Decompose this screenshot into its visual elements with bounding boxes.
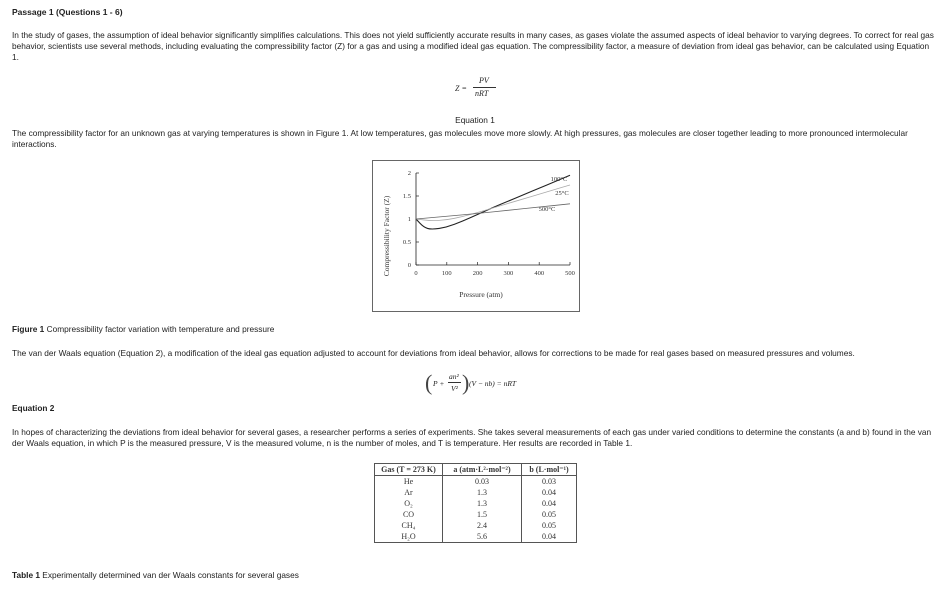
table-cell-a: 1.3 [443, 498, 522, 509]
x-tick-label: 200 [472, 270, 483, 277]
figure-1-chart [372, 160, 580, 312]
figure-1-caption-text: Compressibility factor variation with temperature and pressure [44, 324, 275, 334]
table-header-a: a (atm·L²·mol⁻²) [443, 464, 522, 476]
table-cell-gas: He [375, 476, 443, 488]
x-tick-label: 100 [441, 270, 452, 277]
table-row [375, 498, 577, 509]
table-row [375, 509, 577, 520]
table-cell-b: 0.04 [522, 498, 577, 509]
vdw-constants-table [374, 463, 577, 543]
equation-2-rest: (V − nb) = nRT [469, 379, 517, 388]
table-row [375, 531, 577, 543]
y-tick-label: 1.5 [402, 193, 411, 200]
table-cell-a: 5.6 [443, 531, 522, 543]
x-tick-label: 0 [414, 270, 418, 277]
table-cell-b: 0.05 [522, 520, 577, 531]
table-cell-b: 0.05 [522, 509, 577, 520]
equation-2-left-paren: ( [425, 370, 433, 395]
table-cell-b: 0.04 [522, 487, 577, 498]
table-cell-b: 0.04 [522, 531, 577, 543]
passage-title: Passage 1 (Questions 1 - 6) [12, 7, 123, 17]
table-cell-a: 1.3 [443, 487, 522, 498]
x-tick-label: 400 [534, 270, 545, 277]
table-1-caption-text: Experimentally determined van der Waals constants for several gases [39, 570, 299, 580]
table-cell-gas: CO [375, 509, 443, 520]
equation-1-label: Equation 1 [455, 115, 495, 125]
compressibility-chart [373, 161, 579, 311]
table-cell-a: 2.4 [443, 520, 522, 531]
figure-paragraph: The compressibility factor for an unknown gas at varying temperatures is shown in Figure 1. At low temperatures, gas molecules move more slowly. At high pressures, gas molecules are closer together leading to more pronounced intermolecular interactions. [12, 128, 908, 149]
table-cell-gas: Ar [375, 487, 443, 498]
series-label: 500°C [538, 206, 556, 213]
x-tick-label: 300 [503, 270, 514, 277]
table-cell-gas: O₂ [375, 498, 443, 509]
figure-1-caption [12, 324, 274, 335]
equation-2-a-denominator: V² [451, 384, 458, 393]
table-cell-b: 0.03 [522, 476, 577, 488]
series-label: 100°C [550, 176, 568, 183]
experiment-paragraph: In hopes of characterizing the deviations from ideal behavior for several gases, a researcher performs a series of experiments. She takes several measurements of each gas under varied conditions to determine the constants (a and b) found in the van der Waals equation, in which P is the measured pressure, V is the measured volume, n is the number of moles, and T is temperature. Her results are recorded in Table 1. [12, 427, 932, 448]
y-tick-label: 1 [407, 216, 411, 223]
series-label: 25°C [555, 190, 569, 197]
equation-1 [455, 76, 515, 100]
table-cell-a: 1.5 [443, 509, 522, 520]
equation-1-fraction-bar [473, 87, 496, 88]
y-tick-label: 0 [407, 262, 411, 269]
equation-2-right-paren: ) [462, 370, 470, 395]
table-row [375, 476, 577, 488]
series-line [416, 185, 570, 221]
intro-paragraph: In the study of gases, the assumption of ideal behavior significantly simplifies calculations. This does not yield sufficiently accurate results in many cases, as gases violate the assumed aspects of ideal behavior to varying degrees. To correct for real gas behavior, scientists use several methods, including evaluating the compressibility factor (Z) for a gas and using a modified ideal gas equation. The compressibility factor, a measure of deviation from ideal gas behavior, can be calculated using Equation 1. [12, 30, 934, 62]
equation-2-label: Equation 2 [12, 403, 55, 413]
equation-1-lhs: Z = [455, 84, 467, 93]
table-row [375, 520, 577, 531]
y-tick-label: 2 [407, 170, 411, 177]
vdw-paragraph: The van der Waals equation (Equation 2), a modification of the ideal gas equation adjusted to account for deviations from ideal behavior, allows for corrections to be made for real gases based on measured pressures and volumes. [12, 348, 855, 358]
table-cell-a: 0.03 [443, 476, 522, 488]
equation-2-fraction-bar [448, 382, 461, 383]
y-tick-label: 0.5 [402, 239, 411, 246]
x-axis-label: Pressure (atm) [459, 290, 503, 299]
equation-2 [425, 370, 535, 398]
table-1-caption-label: Table 1 [12, 570, 40, 580]
table-header-row [375, 464, 577, 476]
table-cell-gas: H₂O [375, 531, 443, 543]
equation-1-numerator: PV [479, 76, 489, 85]
table-header-b: b (L·mol⁻¹) [522, 464, 577, 476]
equation-2-a-numerator: an² [449, 372, 459, 381]
figure-1-caption-label: Figure 1 [12, 324, 45, 334]
x-tick-label: 500 [565, 270, 575, 277]
table-header-gas: Gas (T = 273 K) [375, 464, 443, 476]
equation-2-p-term: P + [433, 379, 445, 388]
table-1-caption [12, 570, 299, 581]
equation-1-denominator: nRT [475, 89, 489, 98]
y-axis-label: Compressibility Factor (Z) [382, 195, 391, 277]
series-line [416, 175, 570, 229]
table-1 [374, 463, 577, 543]
table-cell-gas: CH₄ [375, 520, 443, 531]
table-row [375, 487, 577, 498]
